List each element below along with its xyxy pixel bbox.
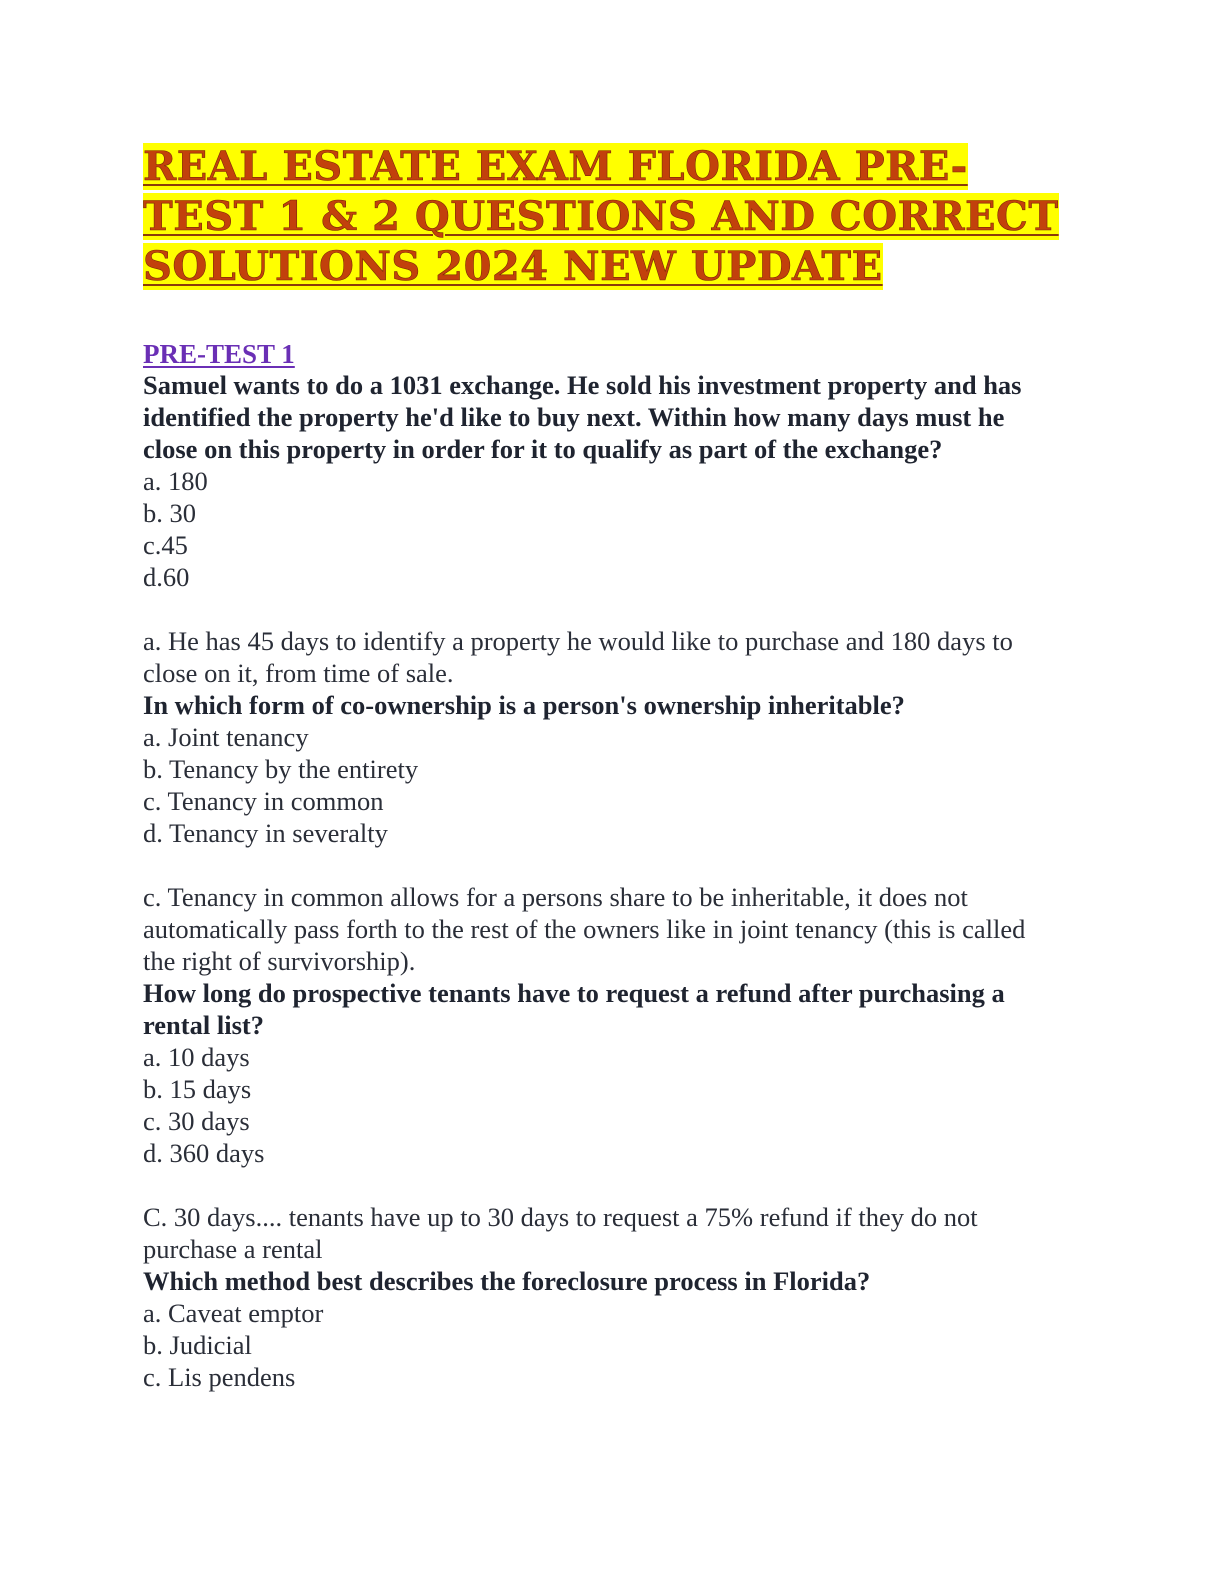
option-a: a. 180: [143, 466, 208, 496]
title-line-2: TEST 1 & 2 QUESTIONS AND CORRECT: [143, 193, 1059, 240]
question-block-3: [143, 977, 1078, 1265]
document-page: [143, 142, 1078, 1393]
question-line: identified the property he'd like to buy next. Within how many days must he: [143, 402, 1005, 432]
question-line: Which method best describes the foreclosure process in Florida?: [143, 1266, 871, 1296]
answer-line: a. He has 45 days to identify a property he would like to purchase and 180 days to: [143, 626, 1013, 656]
option-d: d. 360 days: [143, 1138, 265, 1168]
document-title: [143, 142, 1078, 292]
option-d: d.60: [143, 562, 190, 592]
question-line: In which form of co-ownership is a person's ownership inheritable?: [143, 690, 905, 720]
title-line-1: REAL ESTATE EXAM FLORIDA PRE-: [143, 143, 968, 190]
question-line: rental list?: [143, 1010, 264, 1040]
question-line: How long do prospective tenants have to request a refund after purchasing a: [143, 978, 1005, 1008]
answer-line: automatically pass forth to the rest of the owners like in joint tenancy (this is called: [143, 914, 1026, 944]
answer-explanation: [143, 625, 1078, 689]
answer-options: [143, 1041, 1078, 1169]
answer-line: close on it, from time of sale.: [143, 658, 454, 688]
answer-explanation: [143, 1201, 1078, 1265]
option-b: b. Tenancy by the entirety: [143, 754, 419, 784]
option-a: a. Caveat emptor: [143, 1298, 324, 1328]
answer-line: the right of survivorship).: [143, 946, 416, 976]
question-text: [143, 369, 1078, 465]
answer-line: c. Tenancy in common allows for a persons share to be inheritable, it does not: [143, 882, 968, 912]
question-line: close on this property in order for it to qualify as part of the exchange?: [143, 434, 943, 464]
question-text: [143, 689, 1078, 721]
option-b: b. 15 days: [143, 1074, 252, 1104]
answer-options: [143, 721, 1078, 849]
option-d: d. Tenancy in severalty: [143, 818, 388, 848]
answer-explanation: [143, 881, 1078, 977]
question-block-2: [143, 689, 1078, 977]
answer-line: purchase a rental: [143, 1234, 323, 1264]
section-heading-pre-test-1: PRE-TEST 1: [143, 339, 295, 369]
question-block-4: [143, 1265, 1078, 1393]
option-c: c. 30 days: [143, 1106, 250, 1136]
option-b: b. Judicial: [143, 1330, 252, 1360]
option-a: a. 10 days: [143, 1042, 250, 1072]
answer-options: [143, 1297, 1078, 1393]
question-text: [143, 977, 1078, 1041]
question-line: Samuel wants to do a 1031 exchange. He sold his investment property and has: [143, 370, 1022, 400]
option-c: c. Lis pendens: [143, 1362, 296, 1392]
option-b: b. 30: [143, 498, 196, 528]
answer-line: C. 30 days.... tenants have up to 30 days to request a 75% refund if they do not: [143, 1202, 978, 1232]
answer-options: [143, 465, 1078, 593]
question-block-1: [143, 369, 1078, 689]
option-a: a. Joint tenancy: [143, 722, 309, 752]
question-text: [143, 1265, 1078, 1297]
option-c: c.45: [143, 530, 188, 560]
option-c: c. Tenancy in common: [143, 786, 384, 816]
title-line-3: SOLUTIONS 2024 NEW UPDATE: [143, 243, 883, 290]
